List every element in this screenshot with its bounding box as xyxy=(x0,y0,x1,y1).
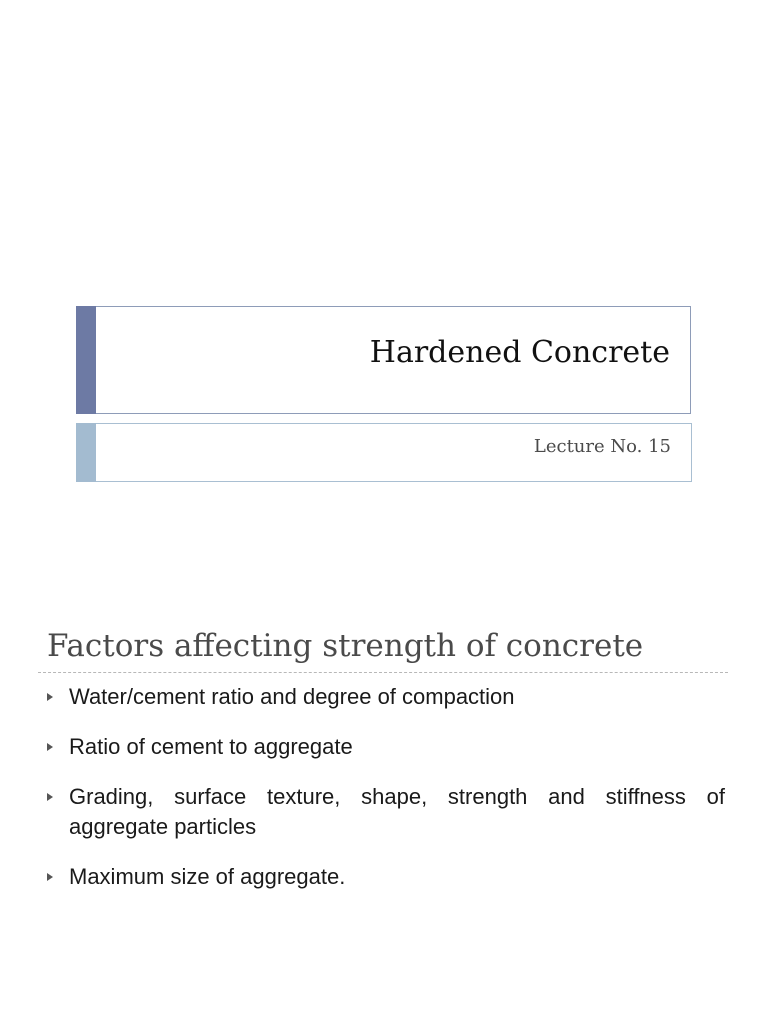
slide-subtitle: Lecture No. 15 xyxy=(533,436,671,457)
triangle-right-icon xyxy=(47,793,53,801)
bullet-list xyxy=(45,682,725,912)
list-item xyxy=(45,732,725,762)
slide-title: Hardened Concrete xyxy=(369,335,670,370)
list-item xyxy=(45,782,725,842)
triangle-right-icon xyxy=(47,873,53,881)
bullet-text: Grading, surface texture, shape, strength and stiffness of aggregate particles xyxy=(69,784,725,839)
title-box xyxy=(76,306,691,414)
list-item xyxy=(45,682,725,712)
triangle-right-icon xyxy=(47,743,53,751)
subtitle-accent-bar xyxy=(76,423,96,482)
bullet-text: Ratio of cement to aggregate xyxy=(69,734,353,759)
heading-divider xyxy=(38,672,728,673)
triangle-right-icon xyxy=(47,693,53,701)
subtitle-box xyxy=(76,423,692,482)
content-heading: Factors affecting strength of concrete xyxy=(47,628,644,664)
list-item xyxy=(45,862,725,892)
title-accent-bar xyxy=(76,306,96,414)
bullet-text: Maximum size of aggregate. xyxy=(69,864,346,889)
content-slide xyxy=(0,600,768,1024)
bullet-text: Water/cement ratio and degree of compaction xyxy=(69,684,515,709)
